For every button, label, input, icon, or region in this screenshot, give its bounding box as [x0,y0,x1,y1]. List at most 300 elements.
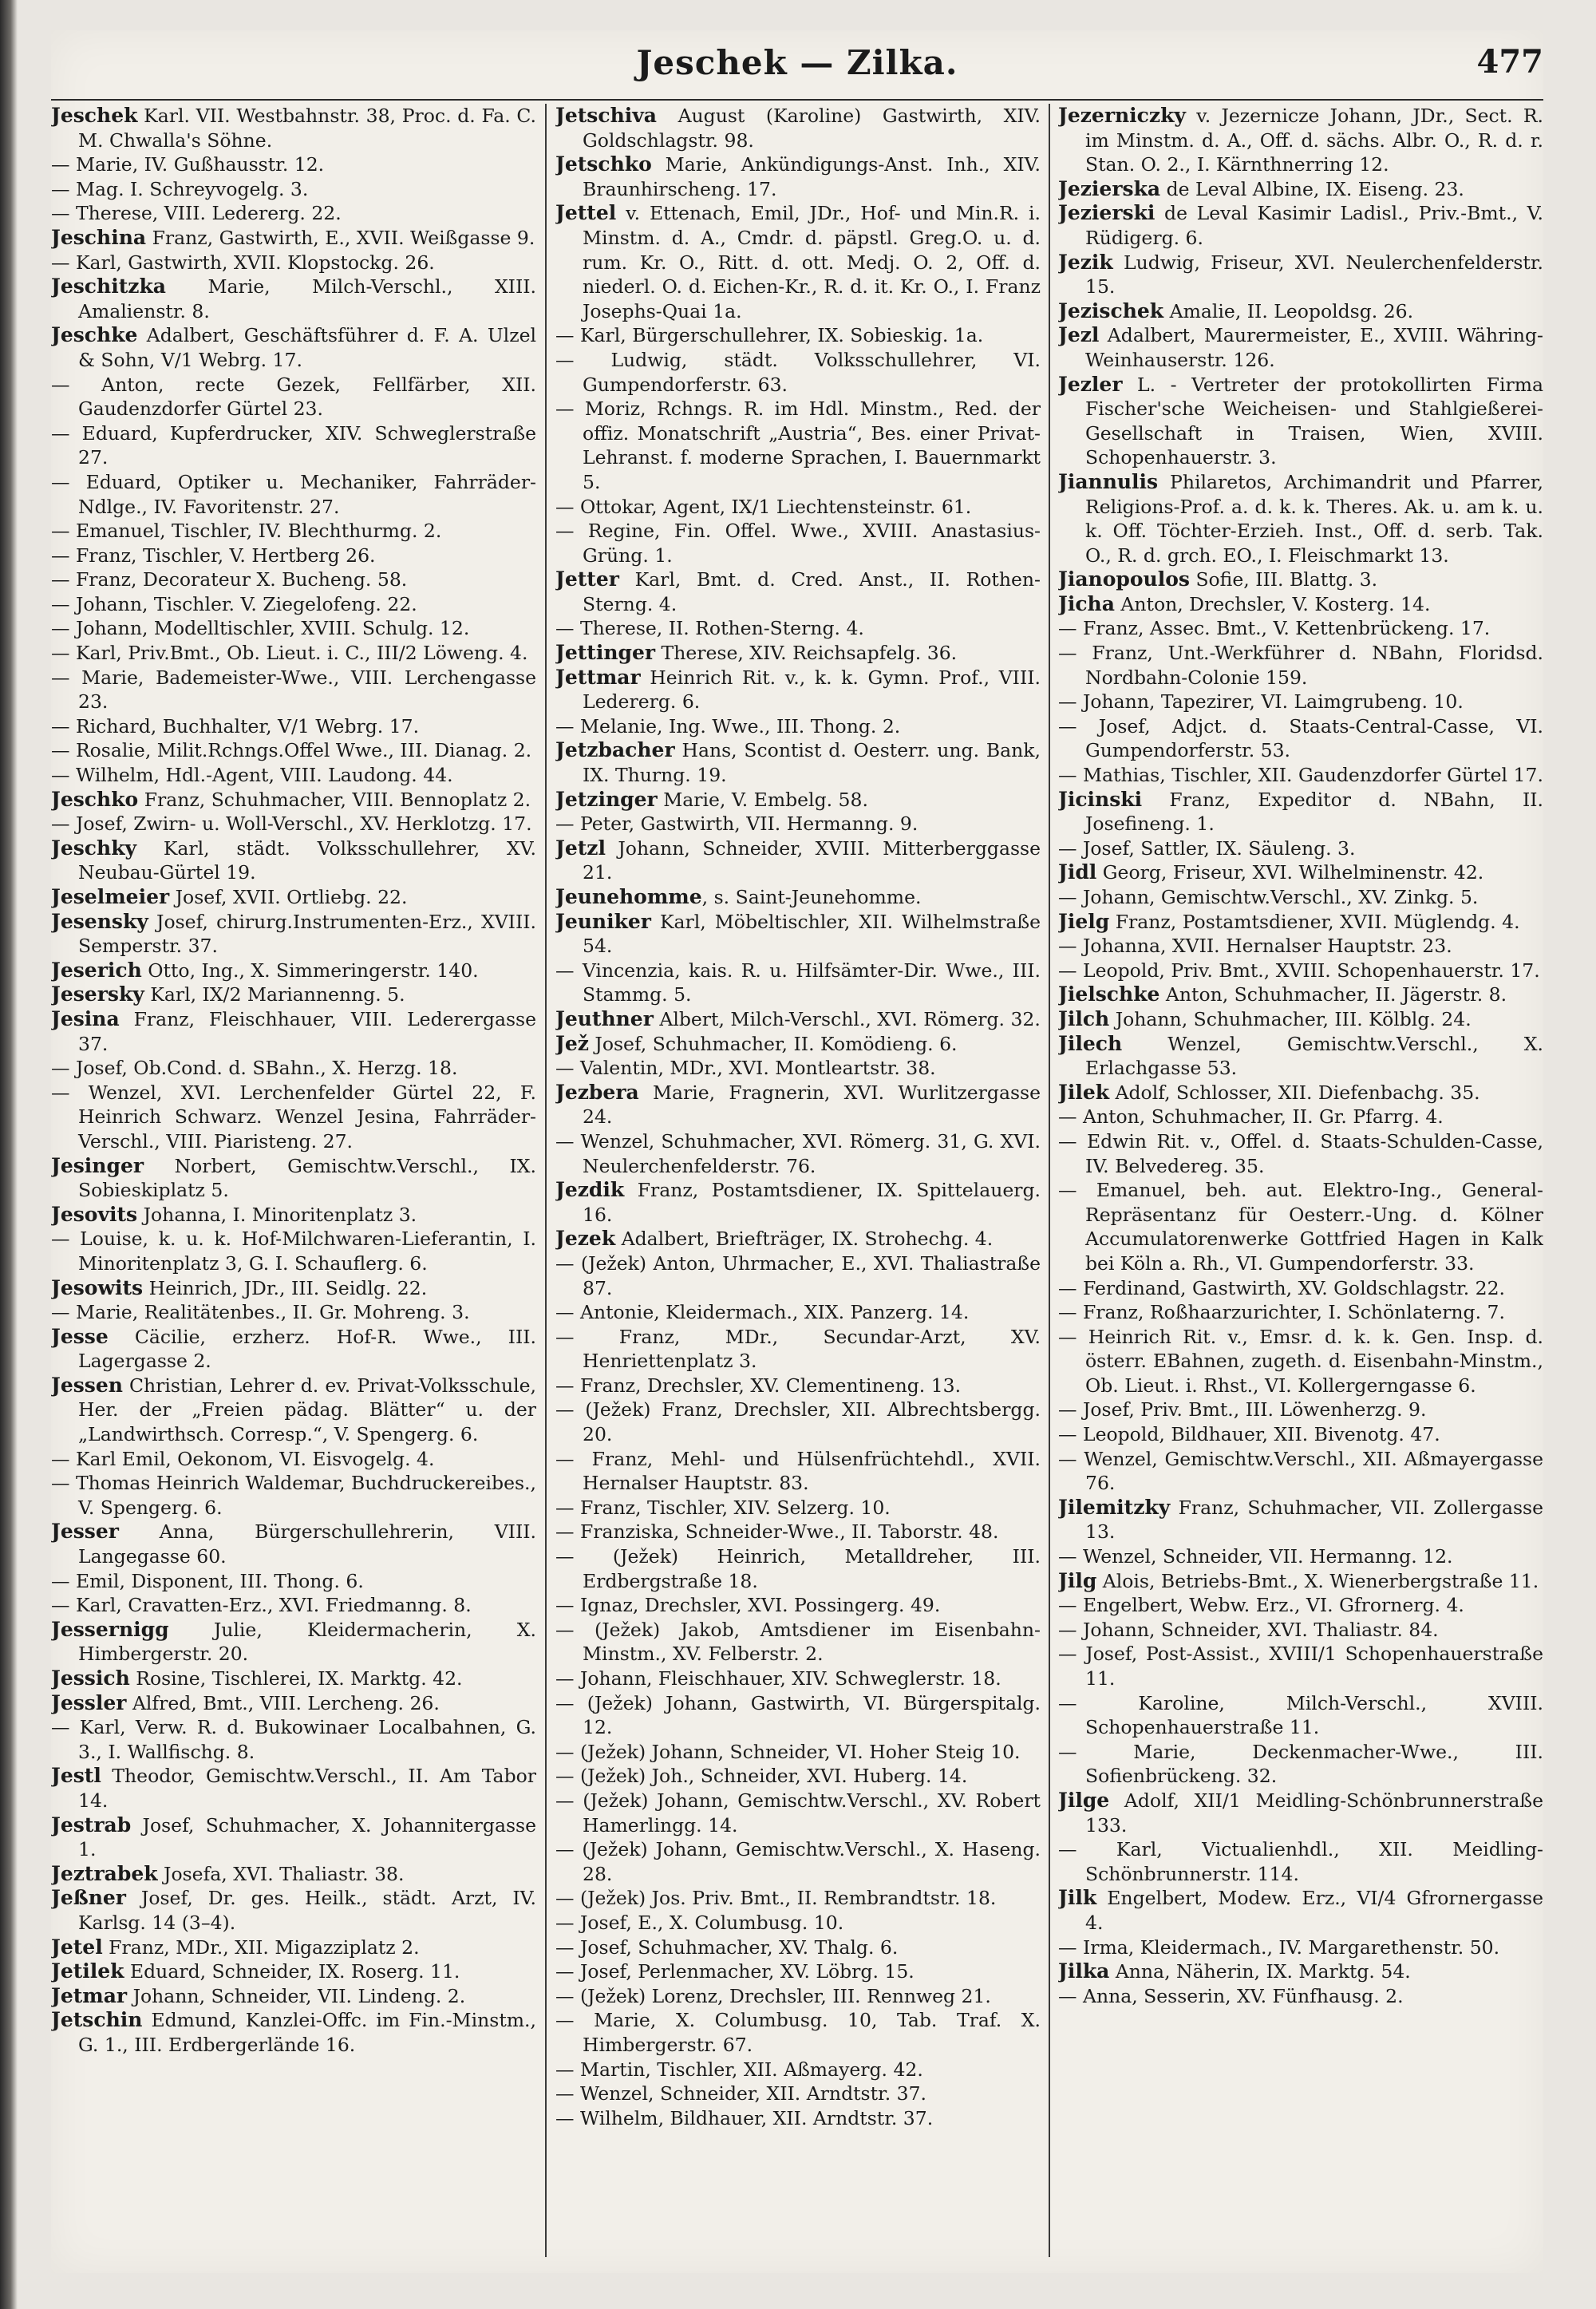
entry-details: — (Ježek) Anton, Uhrmacher, E., XVI. Thaliastraße 87. [555,1251,1041,1299]
entry-details: — Irma, Kleidermach., IV. Margarethenstr. 50. [1058,1935,1500,1959]
entry-details: — Johann, Gemischtw.Verschl., XV. Zinkg. 5. [1058,886,1479,908]
column-3 [1058,104,1543,2273]
entry-details: — Josef, Schuhmacher, XV. Thalg. 6. [555,1935,899,1959]
directory-entry [51,666,536,714]
directory-entry [555,495,1041,520]
entry-details: — Karoline, Milch-Verschl., XVIII. Schopenhauerstraße 11. [1058,1691,1543,1739]
entry-details: — Emanuel, beh. aut. Elektro-Ing., General-Repräsentanz für Oesterr.-Ung. d. Kölner Accumulatorenwerke Gottfried Hagen in Kalk bei Köln a. Rh., VI. Gumpendorferstr. 33. [1058,1179,1543,1275]
directory-entry [1058,641,1543,690]
entry-details: — Karl, Victualienhdl., XII. Meidling-Schönbrunnerstr. 114. [1058,1838,1543,1885]
directory-entry [51,1227,536,1275]
directory-entry [51,1569,536,1594]
entry-details: Otto, Ing., X. Simmeringerstr. 140. [141,959,479,982]
entry-details: — Wenzel, Schuhmacher, XVI. Römerg. 31, G. XVI. Neulerchenfelderstr. 76. [555,1129,1041,1177]
entry-surname: Jilge [1058,1788,1110,1812]
entry-details: Franz, Schuhmacher, VIII. Bennoplatz 2. [138,788,531,811]
directory-entry [1058,1886,1543,1935]
directory-entry [555,885,1041,910]
directory-entry [51,592,536,617]
directory-entry [51,1886,536,1935]
entry-details: Franz, Schuhmacher, VII. Zollergasse 13. [1085,1496,1543,1544]
entry-details: — Wenzel, XVI. Lerchenfelder Gürtel 22, F. Heinrich Schwarz. Wenzel Jesina, Fahrräder-Verschl., VIII. Piaristeng. 27. [51,1081,536,1153]
entry-surname: Jessen [51,1373,123,1397]
directory-entry [1058,1935,1543,1960]
directory-entry [51,421,536,470]
scan-edge [0,0,18,2309]
page-header [51,43,1543,99]
entry-details: Hans, Scontist d. Oesterr. ung. Bank, IX. Thurng. 19. [583,739,1041,787]
entry-surname: Jezierska [1058,176,1161,200]
directory-entry [1058,714,1543,763]
entry-details: Johann, Schuhmacher, III. Kölblg. 24. [1109,1007,1472,1030]
directory-entry [1058,1618,1543,1643]
directory-entry [51,323,536,372]
directory-entry [51,1935,536,1960]
directory-entry [555,1496,1041,1520]
entry-details: — Karl, Verw. R. d. Bukowinaer Localbahnen, G. 3., I. Wallfischg. 8. [51,1716,536,1763]
entry-details: Franz, Expeditor d. NBahn, II. Josefineng. 1. [1085,788,1543,836]
directory-entry [51,373,536,421]
directory-entry [1058,1642,1543,1690]
directory-entry [1058,1691,1543,1740]
entry-surname: Jezdik [555,1178,625,1202]
directory-entry [51,1691,536,1716]
directory-entry [555,1593,1041,1618]
entry-details: — Louise, k. u. k. Hof-Milchwaren-Lieferantin, I. Minoritenplatz 3, G. I. Schauflerg. 6. [51,1228,536,1275]
entry-details: — Leopold, Priv. Bmt., XVIII. Schopenhauerstr. 17. [1058,959,1540,982]
entry-details: — Johann, Schneider, XVI. Thaliastr. 84. [1058,1618,1439,1641]
directory-entry [51,470,536,519]
entry-details: Marie, V. Embelg. 58. [657,788,868,811]
column-1 [51,104,536,2273]
entry-details: Georg, Friseur, XVI. Wilhelminenstr. 42. [1096,861,1484,884]
entry-surname: Jezek [555,1227,616,1251]
entry-details: — Wenzel, Schneider, VII. Hermanng. 12. [1058,1545,1453,1568]
entry-surname: Jetzbacher [555,738,675,762]
directory-entry [51,1154,536,1203]
entry-details: — Josef, Priv. Bmt., III. Löwenherzg. 9. [1058,1398,1427,1421]
entry-details: Anna, Bürgerschullehrerin, VIII. Langegasse 60. [78,1520,536,1568]
directory-entry [1058,1569,1543,1594]
entry-details: Josef, Schuhmacher, X. Johannitergasse 1. [78,1813,536,1861]
entry-details: — Ignaz, Drechsler, XVI. Possingerg. 49. [555,1594,941,1617]
entry-details: Therese, XIV. Reichsapfelg. 36. [655,642,958,665]
entry-surname: Jeztrabek [51,1861,158,1885]
entry-surname: Jetschin [51,2008,143,2032]
entry-details: Heinrich Rit. v., k. k. Gymn. Prof., VIII. Ledererg. 6. [583,666,1041,714]
entry-details: Amalie, II. Leopoldsg. 26. [1163,299,1414,322]
entry-surname: Jezl [1058,323,1100,347]
directory-entry [1058,1276,1543,1301]
entry-details: — Franz, Drechsler, XV. Clementineng. 13. [555,1374,962,1397]
page-number: 477 [1476,43,1543,81]
directory-entry [555,666,1041,714]
directory-entry [51,177,536,202]
entry-details: Marie, Ankündigungs-Anst. Inh., XIV. Braunhirscheng. 17. [583,153,1041,200]
directory-entry [51,567,536,592]
entry-details: de Leval Kasimir Ladisl., Priv.-Bmt., V. Rüdigerg. 6. [1085,202,1543,249]
directory-entry [1058,1081,1543,1105]
directory-entry [51,812,536,836]
directory-entry [51,519,536,544]
entry-surname: Jilemitzky [1058,1495,1171,1519]
entry-details: Josef, XVII. Ortliebg. 22. [169,886,408,908]
entry-details: — Johanna, XVII. Hernalser Hauptstr. 23. [1058,935,1452,958]
entry-surname: Jidl [1058,860,1097,884]
directory-entry [555,1374,1041,1398]
entry-details: — Johann, Tapezirer, VI. Laimgrubeng. 10. [1058,690,1464,714]
entry-details: — Franz, Mehl- und Hülsenfrüchtehdl., XVII. Hernalser Hauptstr. 83. [555,1447,1041,1495]
directory-entry [1058,1032,1543,1081]
entry-details: — Wenzel, Gemischtw.Verschl., XII. Aßmayergasse 76. [1058,1447,1543,1495]
directory-entry [555,641,1041,666]
directory-entry [555,1227,1041,1251]
directory-entry [555,1618,1041,1667]
directory-entry [1058,910,1543,935]
entry-surname: Jezik [1058,250,1113,274]
entry-details: — Ferdinand, Gastwirth, XV. Goldschlagstr. 22. [1058,1276,1506,1299]
entry-details: Sofie, III. Blattg. 3. [1189,568,1378,591]
directory-entry [51,616,536,641]
directory-entry [51,1374,536,1447]
directory-entry [51,885,536,910]
entry-details: Franz, Gastwirth, E., XVII. Weißgasse 9. [146,226,535,249]
directory-entry [51,1007,536,1056]
entry-surname: Jeschek [51,104,138,127]
entry-details: — Franz, Unt.-Werkführer d. NBahn, Floridsd. Nordbahn-Colonie 159. [1058,642,1543,689]
directory-entry [555,1691,1041,1740]
entry-details: — Josef, Adjct. d. Staats-Central-Casse, VI. Gumpendorferstr. 53. [1058,714,1543,762]
directory-entry [555,1325,1041,1374]
entry-details: — (Ježek) Lorenz, Drechsler, III. Rennweg 21. [555,1984,991,2007]
directory-entry [51,1667,536,1691]
entry-details: Adolf, XII/1 Meidling-Schönbrunnerstraße 133. [1085,1789,1543,1837]
directory-entry [555,1667,1041,1691]
entry-surname: Jeschko [51,787,139,811]
entry-details: — Karl, Gastwirth, XVII. Klopstockg. 26. [51,251,435,274]
entry-details: Karl, städt. Volksschullehrer, XV. Neubau-Gürtel 19. [78,836,536,884]
entry-surname: Jielg [1058,909,1110,933]
entry-surname: Jetilek [51,1959,124,1983]
directory-entry [1058,1178,1543,1275]
directory-entry [555,738,1041,787]
entry-details: — Engelbert, Webw. Erz., VI. Gfrornerg. 4. [1058,1594,1464,1617]
entry-surname: Jilech [1058,1031,1123,1055]
entry-details: — Josef, E., X. Columbusg. 10. [555,1911,844,1934]
entry-details: — Franz, Roßhaarzurichter, I. Schönlaterng. 7. [1058,1301,1505,1324]
directory-entry [1058,1325,1543,1398]
directory-entry [51,1056,536,1081]
entry-details: — Franz, Tischler, V. Hertberg 26. [51,544,376,567]
directory-entry [51,763,536,788]
directory-entry [1058,836,1543,861]
entry-details: Josef, Dr. ges. Heilk., städt. Arzt, IV. Karlsg. 14 (3–4). [78,1887,536,1934]
entry-surname: Jessler [51,1690,127,1714]
directory-entry [555,1007,1041,1032]
directory-entry [555,104,1041,152]
entry-surname: Jestrab [51,1813,132,1837]
entry-surname: Jianopoulos [1058,567,1190,591]
directory-entry [51,788,536,812]
directory-entry [1058,251,1543,299]
entry-details: — Vincenzia, kais. R. u. Hilfsämter-Dir. Wwe., III. Stammg. 5. [555,959,1041,1006]
entry-details: — Josef, Perlenmacher, XV. Löbrg. 15. [555,1960,915,1983]
entry-surname: Jeschina [51,225,147,249]
directory-entry [555,567,1041,616]
directory-entry [555,1300,1041,1325]
entry-details: — Marie, Realitätenbes., II. Gr. Mohreng. 3. [51,1301,470,1324]
directory-entry [1058,1105,1543,1129]
directory-entry [555,1959,1041,1984]
directory-entry [1058,1398,1543,1422]
directory-entry [51,226,536,251]
directory-entry [1058,885,1543,910]
entry-details: — Thomas Heinrich Waldemar, Buchdruckereibes., V. Spengerg. 6. [51,1472,536,1519]
directory-entry [1058,299,1543,324]
entry-details: — Anna, Sesserin, XV. Fünfhausg. 2. [1058,1984,1404,2007]
entry-details: — Josef, Ob.Cond. d. SBahn., X. Herzg. 18. [51,1057,458,1080]
directory-entry [51,1325,536,1374]
directory-entry [51,910,536,959]
directory-entry [1058,470,1543,567]
entry-details: Adolf, Schlosser, XII. Diefenbachg. 35. [1109,1081,1480,1104]
entry-details: Marie, Milch-Verschl., XIII. Amalienstr. 8. [78,275,536,322]
directory-entry [1058,763,1543,788]
directory-entry [51,714,536,739]
entry-details: Adalbert, Geschäftsführer d. F. A. Ulzel & Sohn, V/1 Webrg. 17. [78,324,536,371]
directory-entry [555,1520,1041,1544]
directory-entry [555,836,1041,885]
entry-details: Franz, MDr., XII. Migazziplatz 2. [102,1935,420,1959]
entry-details: Adalbert, Maurermeister, E., XVIII. Währing-Weinhauserstr. 126. [1085,324,1543,371]
directory-entry [1058,104,1543,177]
directory-entry [1058,373,1543,470]
entry-surname: Jezischek [1058,299,1164,322]
entry-details: — Marie, X. Columbusg. 10, Tab. Traf. X. Himbergerstr. 67. [555,2009,1041,2056]
directory-entry [1058,1544,1543,1569]
entry-surname: Jetmar [51,1983,128,2007]
entry-details: L. - Vertreter der protokollirten Firma Fischer'sche Weicheisen- und Stahlgießerei-Gesellschaft in Traisen, Wien, XVIII. Schopenhauerstr. 3. [1085,373,1543,469]
entry-surname: Jeuniker [555,909,651,933]
entry-details: — (Ježek) Jos. Priv. Bmt., II. Rembrandtstr. 18. [555,1887,997,1910]
directory-entry [555,1447,1041,1496]
directory-entry [51,1813,536,1862]
entry-surname: Jetschiva [555,104,657,127]
directory-entry [51,201,536,226]
directory-entry [51,1862,536,1887]
entry-details: Marie, Fragnerin, XVI. Wurlitzergasse 24. [583,1081,1041,1129]
directory-entry [51,1715,536,1764]
entry-details: — Eduard, Kupferdrucker, XIV. Schweglerstraße 27. [51,421,536,469]
directory-entry [555,397,1041,494]
entry-details: — Karl, Bürgerschullehrer, IX. Sobieskig. 1a. [555,324,984,347]
entry-surname: Jessernigg [51,1617,169,1641]
page-title: Jeschek — Zilka. [636,43,958,82]
entry-details: — Karl Emil, Oekonom, VI. Eisvogelg. 4. [51,1447,435,1470]
entry-details: — Josef, Post-Assist., XVIII/1 Schopenhauerstraße 11. [1058,1643,1543,1690]
entry-details: — Emil, Disponent, III. Thong. 6. [51,1569,364,1592]
entry-details: — (Ježek) Joh., Schneider, XVI. Huberg. 14. [555,1765,968,1788]
entry-surname: Jetter [555,567,619,591]
entry-details: — Franz, MDr., Secundar-Arzt, XV. Henriettenplatz 3. [555,1325,1041,1373]
directory-entry [1058,860,1543,885]
directory-entry [555,1178,1041,1227]
entry-details: — Marie, IV. Gußhausstr. 12. [51,153,325,176]
directory-entry [51,1593,536,1618]
entry-surname: Jezler [1058,372,1123,396]
entry-details: Norbert, Gemischtw.Verschl., IX. Sobieskiplatz 5. [78,1154,536,1202]
entry-details: — Heinrich Rit. v., Emsr. d. k. k. Gen. Insp. d. österr. EBahnen, zugeth. d. Eisenbahn-Minstm., Ob. Lieut. i. Rhst., VI. Kollergerngasse 6. [1058,1325,1543,1397]
directory-entry [51,1618,536,1667]
entry-details: — Anton, Schuhmacher, II. Gr. Pfarrg. 4. [1058,1105,1444,1129]
directory-entry [51,2008,536,2057]
directory-entry [51,1203,536,1228]
entry-details: Alfred, Bmt., VIII. Lercheng. 26. [126,1691,440,1714]
entry-details: Johann, Schneider, VII. Lindeng. 2. [127,1984,466,2007]
entry-surname: Jesensky [51,909,148,933]
entry-details: Edmund, Kanzlei-Offc. im Fin.-Minstm., G. 1., III. Erdbergerlände 16. [78,2009,536,2056]
entry-surname: Jesowits [51,1275,144,1299]
entry-details: Anton, Drechsler, V. Kosterg. 14. [1114,592,1431,615]
entry-details: — Karl, Priv.Bmt., Ob. Lieut. i. C., III/2 Löweng. 4. [51,642,528,665]
entry-details: — (Ježek) Heinrich, Metalldreher, III. Erdbergstraße 18. [555,1545,1041,1592]
entry-details: — Regine, Fin. Offel. Wwe., XVIII. Anastasius-Grüng. 1. [555,520,1041,567]
entry-details: Karl. VII. Westbahnstr. 38, Proc. d. Fa. C. M. Chwalla's Söhne. [78,105,536,152]
entry-surname: Jež [555,1031,589,1055]
directory-entry [1058,1422,1543,1447]
directory-entry [555,1398,1041,1446]
entry-surname: Jetzl [555,836,606,860]
entry-details: Karl, Bmt. d. Cred. Anst., II. Rothen-Sterng. 4. [583,568,1041,615]
entry-surname: Jesse [51,1324,109,1348]
entry-details: Anna, Näherin, IX. Marktg. 54. [1109,1960,1411,1983]
entry-details: Rosine, Tischlerei, IX. Marktg. 42. [129,1667,463,1690]
entry-details: — Melanie, Ing. Wwe., III. Thong. 2. [555,714,901,737]
entry-surname: Jestl [51,1764,101,1788]
entry-details: Josefa, XVI. Thaliastr. 38. [157,1862,405,1885]
directory-entry [1058,1300,1543,1325]
directory-entry [1058,959,1543,983]
entry-surname: Jessich [51,1667,130,1690]
entry-details: Heinrich, JDr., III. Seidlg. 22. [143,1276,428,1299]
directory-entry [1058,177,1543,202]
entry-details: Cäcilie, erzherz. Hof-R. Wwe., III. Lagergasse 2. [78,1325,536,1373]
entry-surname: Jeschitzka [51,275,166,299]
entry-details: — (Ježek) Franz, Drechsler, XII. Albrechtsbergg. 20. [555,1398,1041,1446]
entry-details: — Karl, Cravatten-Erz., XVI. Friedmanng. 8. [51,1594,472,1617]
entry-details: — Leopold, Bildhauer, XII. Bivenotg. 47. [1058,1423,1440,1446]
entry-surname: Jilch [1058,1006,1110,1030]
directory-entry [1058,934,1543,959]
entry-details: Philaretos, Archimandrit und Pfarrer, Religions-Prof. a. d. k. k. Theres. Ak. u. am k. u. k. Off. Töchter-Erzieh. Inst., Off. d. serb. Tak. O., R. d. grch. EO., I. Fleischmarkt 13. [1085,470,1543,567]
directory-entry [1058,567,1543,592]
entry-details: Franz, Postamtsdiener, XVII. Müglendg. 4. [1109,910,1520,933]
entry-details: Albert, Milch-Verschl., XVI. Römerg. 32. [653,1007,1041,1030]
directory-entry [1058,323,1543,372]
entry-details: August (Karoline) Gastwirth, XIV. Goldschlagstr. 98. [583,105,1041,152]
entry-details: Christian, Lehrer d. ev. Privat-Volksschule, Her. der „Freien pädag. Blätter“ u. der „Landwirthsch. Corresp.“, V. Spengerg. 6. [78,1374,536,1446]
entry-details: Wenzel, Gemischtw.Verschl., X. Erlachgasse 53. [1085,1032,1543,1080]
directory-entry [555,812,1041,836]
entry-details: — Antonie, Kleidermach., XIX. Panzerg. 14. [555,1301,970,1324]
entry-details: — Mag. I. Schreyvogelg. 3. [51,177,309,200]
directory-entry [555,714,1041,739]
directory-entry [51,1276,536,1301]
directory-entry [1058,1837,1543,1886]
directory-entry [1058,1447,1543,1496]
entry-details: Franz, Postamtsdiener, IX. Spittelauerg. 16. [583,1179,1041,1226]
entry-surname: Jezbera [555,1080,639,1104]
directory-entry [1058,1496,1543,1544]
directory-entry [555,1789,1041,1837]
entry-details: v. Ettenach, Emil, JDr., Hof- und Min.R. i. Minstm. d. A., Cmdr. d. päpstl. Greg.O. u. d. rum. Kr. O., Ritt. d. ott. Medj. O. 2, Off. d. niederl. O. d. Eichen-Kr., R. d. it. Kr. O., I. Franz Josephs-Quai 1a. [583,202,1041,322]
entry-details: — Marie, Deckenmacher-Wwe., III. Sofienbrückeng. 32. [1058,1740,1543,1788]
entry-surname: Jeunehomme [555,885,702,908]
entry-details: Johann, Schneider, XVIII. Mitterberggasse 21. [583,836,1041,884]
entry-surname: Jicinski [1058,787,1143,811]
entry-details: — (Ježek) Johann, Schneider, VI. Hoher Steig 10. [555,1740,1021,1763]
directory-entry [51,836,536,885]
directory-entry [1058,1593,1543,1618]
entry-details: — Edwin Rit. v., Offel. d. Staats-Schulden-Casse, IV. Belvedereg. 35. [1058,1129,1543,1177]
directory-entry [555,1544,1041,1593]
directory-entry [1058,690,1543,714]
directory-entry [555,1251,1041,1300]
entry-surname: Jicha [1058,591,1115,615]
directory-entry [1058,1740,1543,1789]
entry-details: Karl, IX/2 Mariannenng. 5. [144,983,405,1006]
entry-details: — Valentin, MDr., XVI. Montleartstr. 38. [555,1057,936,1080]
entry-surname: Jiannulis [1058,469,1159,493]
directory-entry [51,544,536,568]
entry-details: Franz, Fleischhauer, VIII. Lederergasse 37. [78,1007,536,1055]
entry-details: — (Ježek) Johann, Gemischtw.Verschl., X. Haseng. 28. [555,1838,1041,1885]
directory-entry [555,959,1041,1007]
directory-entry [51,275,536,323]
entry-details: Adalbert, Briefträger, IX. Strohechg. 4. [615,1228,994,1251]
directory-entry [51,1764,536,1813]
entry-details: — Richard, Buchhalter, V/1 Webrg. 17. [51,714,420,737]
directory-entry [51,983,536,1007]
directory-entry [555,1984,1041,2009]
directory-entry [51,959,536,983]
entry-details: — Therese, II. Rothen-Sterng. 4. [555,617,864,640]
columns [51,104,1543,2273]
entry-details: — Emanuel, Tischler, IV. Blechthurmg. 2. [51,520,442,543]
entry-details: — Wilhelm, Hdl.-Agent, VIII. Laudong. 44. [51,764,453,787]
directory-entry [555,348,1041,397]
entry-details: Theodor, Gemischtw.Verschl., II. Am Tabor 14. [78,1765,536,1812]
entry-details: — Franz, Tischler, XIV. Selzerg. 10. [555,1496,891,1519]
directory-entry [555,2008,1041,2057]
directory-entry [555,201,1041,323]
entry-details: — Josef, Zwirn- u. Woll-Verschl., XV. Herklotzg. 17. [51,812,532,836]
entry-details: — Johann, Tischler. V. Ziegelofeng. 22. [51,592,417,615]
entry-surname: Jetzinger [555,787,658,811]
entry-details: — Franziska, Schneider-Wwe., II. Taborstr. 48. [555,1520,999,1544]
directory-entry [51,1300,536,1325]
directory-entry [51,1520,536,1568]
directory-entry [555,519,1041,567]
directory-entry [555,788,1041,812]
directory-entry [1058,1129,1543,1178]
entry-details: — Peter, Gastwirth, VII. Hermanng. 9. [555,812,918,836]
directory-entry [555,1837,1041,1886]
entry-details: — Johann, Fleischhauer, XIV. Schweglerstr. 18. [555,1667,1001,1690]
entry-details: — Rosalie, Milit.Rchngs.Offel Wwe., III. Dianag. 2. [51,739,532,762]
entry-surname: Jezierski [1058,201,1156,225]
entry-surname: Jetel [51,1935,103,1959]
